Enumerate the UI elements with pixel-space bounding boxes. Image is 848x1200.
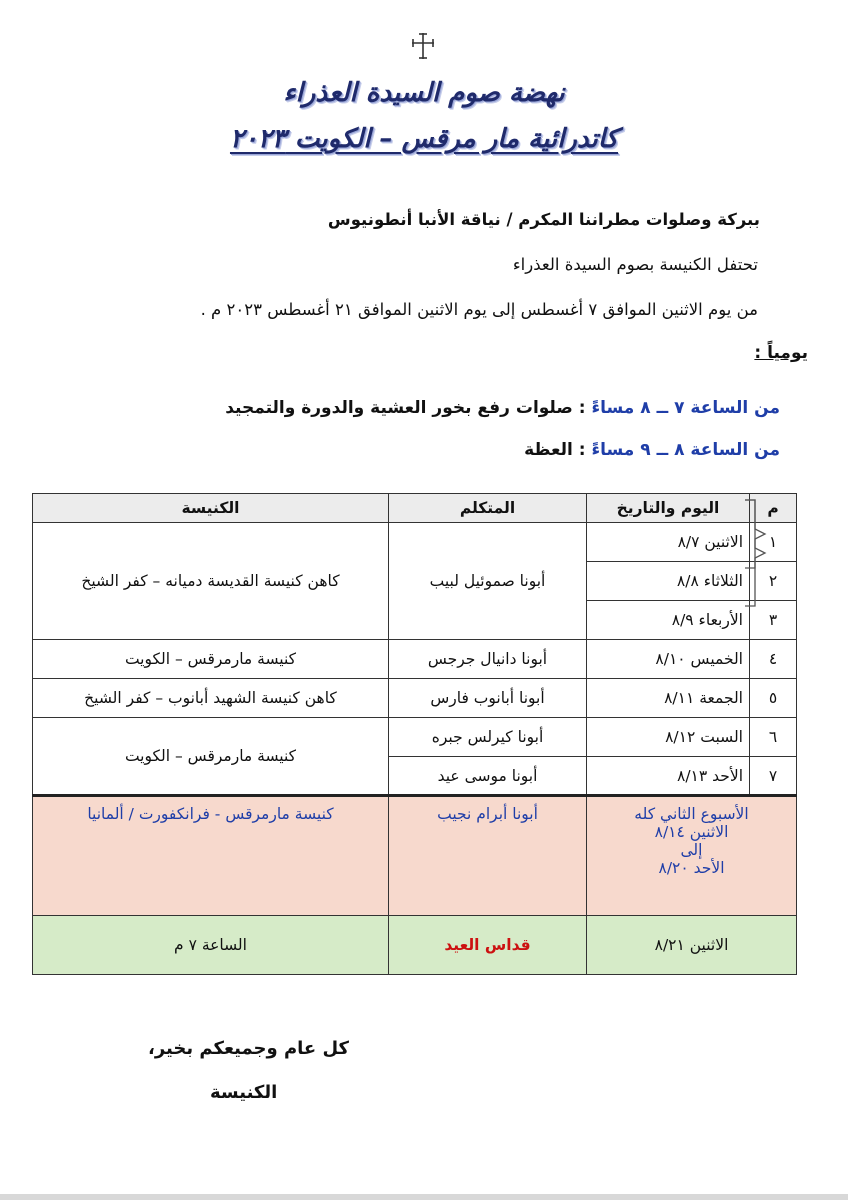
daily-time-2	[40, 440, 780, 460]
row-speaker: أبونا أبانوب فارس	[389, 679, 587, 718]
time-separator: :	[572, 398, 592, 418]
feast-day: الاثنين ٨/٢١	[587, 916, 797, 975]
table-row	[33, 679, 797, 718]
week-line-3: إلى	[680, 841, 703, 859]
feast-row	[33, 916, 797, 975]
feast-liturgy: قداس العيد	[389, 916, 587, 975]
page-title: نهضة صوم السيدة العذراء	[283, 78, 565, 108]
schedule-table	[32, 493, 797, 975]
row-speaker: أبونا موسى عيد	[389, 757, 587, 796]
table-row	[33, 718, 797, 757]
week-dates	[587, 796, 797, 916]
daily-label: يومياً :	[754, 343, 808, 363]
coptic-cross-icon	[409, 30, 437, 62]
group2-church-cell	[33, 718, 389, 796]
time-description: العظة	[524, 440, 573, 460]
row-num: ٥	[750, 679, 797, 718]
row-speaker: أبونا دانيال جرجس	[389, 640, 587, 679]
second-week-row	[33, 796, 797, 916]
closing-signature: الكنيسة	[210, 1082, 278, 1103]
page-bottom-edge	[0, 1194, 848, 1200]
header-day: اليوم والتاريخ	[587, 494, 750, 523]
brace-icon	[741, 498, 775, 570]
row-num: ٢	[750, 562, 797, 601]
row-day: الأربعاء ٨/٩	[587, 601, 750, 640]
date-range-line: من يوم الاثنين الموافق ٧ أغسطس إلى يوم الاثنين الموافق ٢١ أغسطس ٢٠٢٣ م .	[200, 300, 758, 319]
celebration-line: تحتفل الكنيسة بصوم السيدة العذراء	[512, 255, 758, 274]
row-church: كاهن كنيسة الشهيد أبانوب – كفر الشيخ	[33, 679, 389, 718]
blessing-line: ببركة وصلوات مطراننا المكرم / نياقة الأنبا أنطونيوس	[327, 210, 760, 229]
row-num: ٤	[750, 640, 797, 679]
header-speaker: المتكلم	[389, 494, 587, 523]
table-row	[33, 640, 797, 679]
row-day: الخميس ٨/١٠	[587, 640, 750, 679]
daily-time-1	[40, 398, 780, 418]
row-church: كنيسة مارمرقس – الكويت	[33, 640, 389, 679]
page-subtitle: كاتدرائية مار مرقس – الكويت ٢٠٢٣	[229, 124, 619, 154]
row-num: ٦	[750, 718, 797, 757]
row-day: الثلاثاء ٨/٨	[587, 562, 750, 601]
row-day: السبت ٨/١٢	[587, 718, 750, 757]
table-row	[33, 523, 797, 562]
week-line-2: الاثنين ٨/١٤	[654, 823, 729, 841]
time-range: من الساعة ٨ ــ ٩ مساءً	[591, 440, 780, 460]
row-num: ٧	[750, 757, 797, 796]
feast-time: الساعة ٧ م	[33, 916, 389, 975]
row-num: ٣	[750, 601, 797, 640]
group1-church: كاهن كنيسة القديسة دميانه – كفر الشيخ	[81, 572, 340, 590]
group1-church-cell	[33, 523, 389, 640]
week-speaker: أبونا أبرام نجيب	[389, 796, 587, 916]
group2-church: كنيسة مارمرقس – الكويت	[124, 747, 297, 765]
closing-greeting: كل عام وجميعكم بخير،	[148, 1038, 350, 1059]
row-speaker: أبونا كيرلس جبره	[389, 718, 587, 757]
row-num: ١	[750, 523, 797, 562]
group1-speaker: أبونا صموئيل لبيب	[389, 523, 587, 640]
header-church: الكنيسة	[33, 494, 389, 523]
row-day: الجمعة ٨/١١	[587, 679, 750, 718]
week-church: كنيسة مارمرقس - فرانكفورت / ألمانيا	[33, 796, 389, 916]
time-description: صلوات رفع بخور العشية والدورة والتمجيد	[225, 398, 573, 418]
week-line-4: الأحد ٨/٢٠	[658, 859, 725, 877]
time-range: من الساعة ٧ ــ ٨ مساءً	[591, 398, 780, 418]
row-day: الأحد ٨/١٣	[587, 757, 750, 796]
table-header-row	[33, 494, 797, 523]
week-line-1: الأسبوع الثاني كله	[634, 805, 749, 823]
header-num: م	[750, 494, 797, 523]
time-separator: :	[572, 440, 592, 460]
row-day: الاثنين ٨/٧	[587, 523, 750, 562]
